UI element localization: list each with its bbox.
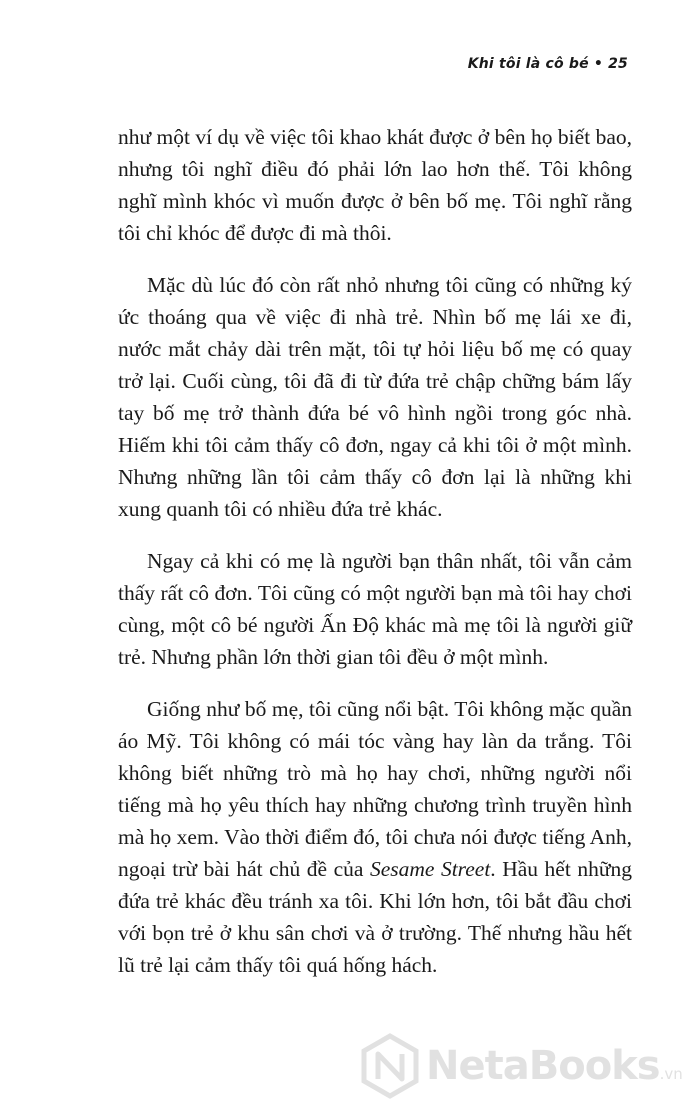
- watermark-suffix: .vn: [659, 1065, 683, 1083]
- watermark: [360, 1033, 683, 1103]
- paragraph-4-part2: . Hầu hết những đứa trẻ khác đều tránh xa tôi. Khi lớn hơn, tôi bắt đầu chơi với bọn trẻ ở khu sân chơi và ở trường. Thế nhưng hầu hết lũ trẻ lại cảm thấy tôi quá hống hách.: [118, 857, 632, 977]
- paragraph-3: Ngay cả khi có mẹ là người bạn thân nhất, tôi vẫn cảm thấy rất cô đơn. Tôi cũng có một người bạn mà tôi hay chơi cùng, một cô bé người Ấn Độ khác mà mẹ tôi là người giữ trẻ. Nhưng phần lớn thời gian tôi đều ở một mình.: [118, 549, 632, 669]
- paragraph-1: như một ví dụ về việc tôi khao khát được ở bên họ biết bao, nhưng tôi nghĩ điều đó phải lớn lao hơn thế. Tôi không nghĩ mình khóc vì muốn được ở bên bố mẹ. Tôi nghĩ rằng tôi chỉ khóc để được đi mà thôi.: [118, 125, 632, 245]
- show-title: Sesame Street: [369, 857, 491, 881]
- watermark-brand: NetaBooks: [426, 1043, 660, 1089]
- netabooks-logo-icon: [360, 1033, 420, 1099]
- body-text: [118, 121, 632, 981]
- paragraph-4: [118, 693, 632, 981]
- paragraph-4-part1: Giống như bố mẹ, tôi cũng nổi bật. Tôi không mặc quần áo Mỹ. Tôi không có mái tóc vàng hay làn da trắng. Tôi không biết những trò mà họ hay chơi, những người nổi tiếng mà họ yêu thích hay những chương trình truyền hình mà họ xem. Vào thời điểm đó, tôi chưa nói được tiếng Anh, ngoại trừ bài hát chủ đề của: [118, 697, 632, 881]
- paragraph-2: Mặc dù lúc đó còn rất nhỏ nhưng tôi cũng có những ký ức thoáng qua về việc đi nhà trẻ. Nhìn bố mẹ lái xe đi, nước mắt chảy dài trên mặt, tôi tự hỏi liệu bố mẹ có quay trở lại. Cuối cùng, tôi đã đi từ đứa trẻ chập chững bám lấy tay bố mẹ trở thành đứa bé vô hình ngồi trong góc nhà. Hiếm khi tôi cảm thấy cô đơn, ngay cả khi tôi ở một mình. Nhưng những lần tôi cảm thấy cô đơn lại là những khi xung quanh tôi có nhiều đứa trẻ khác.: [118, 273, 632, 521]
- watermark-text: [426, 1043, 683, 1089]
- running-header: Khi tôi là cô bé • 25: [467, 56, 628, 72]
